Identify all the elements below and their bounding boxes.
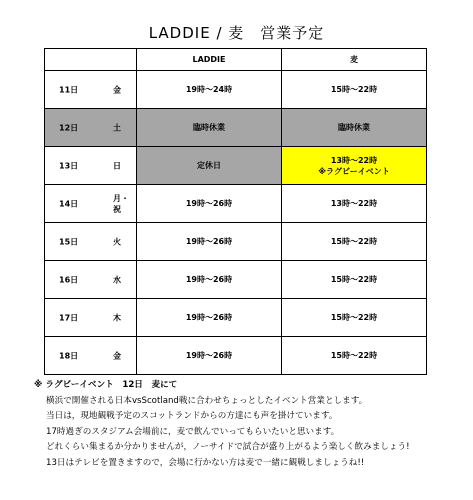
day-label: 18日 [59,351,79,360]
day-cell [45,299,137,337]
laddie-hours: 19時～26時 [137,337,282,375]
weekday-label: 日 [113,161,121,170]
table-row [45,71,427,109]
day-cell [45,223,137,261]
table-row [45,185,427,223]
weekday-label: 土 [113,123,121,132]
day-cell [45,147,137,185]
day-label: 16日 [59,275,79,284]
mugi-hours: 15時～22時 [282,299,427,337]
day-cell [45,185,137,223]
weekday-label: 火 [113,237,121,246]
laddie-hours: 臨時休業 [137,109,282,147]
mugi-hours: 15時～22時 [282,261,427,299]
laddie-hours: 19時～26時 [137,185,282,223]
mugi-hours: 13時～22時 ※ラグビーイベント [282,147,427,185]
laddie-hours: 19時～24時 [137,71,282,109]
weekday-label: 木 [113,313,121,322]
day-label: 13日 [59,161,79,170]
laddie-hours: 19時～26時 [137,223,282,261]
table-header-row [45,49,427,71]
day-cell [45,337,137,375]
schedule-table [44,48,427,375]
table-row [45,109,427,147]
weekday-label: 月・祝 [113,193,129,214]
day-label: 14日 [59,199,79,208]
day-cell [45,109,137,147]
table-row [45,261,427,299]
mugi-hours: 15時～22時 [282,337,427,375]
day-cell [45,261,137,299]
notes-heading: ※ ラグビーイベント 12日 麦にて [34,380,178,390]
notes-line: 横浜で開催される日本vsScotland戦に合わせちょっとしたイベント営業とします。 [46,395,368,406]
mugi-hours: 15時～22時 [282,223,427,261]
day-label: 12日 [59,123,79,132]
mugi-hours: 13時～22時 [282,185,427,223]
mugi-hours: 15時～22時 [282,71,427,109]
table-row [45,223,427,261]
weekday-label: 金 [113,85,121,94]
mugi-hours: 臨時休業 [282,109,427,147]
weekday-label: 水 [113,275,121,284]
table-row [45,147,427,185]
day-label: 11日 [59,85,79,94]
notes-line: どれくらい集まるか分かりませんが，ノーサイドで試合が盛り上がるよう楽しく飲みましょう! [46,442,410,452]
header-laddie: LADDIE [137,49,282,71]
table-row [45,299,427,337]
laddie-hours: 19時～26時 [137,261,282,299]
weekday-label: 金 [113,351,121,360]
header-day [45,49,137,71]
notes-section [34,378,464,471]
day-label: 17日 [59,313,79,322]
day-label: 15日 [59,237,79,246]
page-title: LADDIE / 麦 営業予定 [148,24,325,42]
laddie-hours: 19時～26時 [137,299,282,337]
day-cell [45,71,137,109]
notes-line: 17時過ぎのスタジアム会場前に，麦で飲んでいってもらいたいと思います。 [46,426,340,437]
header-mugi: 麦 [282,49,427,71]
laddie-hours: 定休日 [137,147,282,185]
notes-line: 当日は，現地観戦予定のスコットランドからの方達にも声を掛けています。 [46,411,338,421]
table-row [45,337,427,375]
notes-line: 13日はテレビを置きますので，会場に行かない方は麦で一緒に観戦しましょうね!! [46,457,365,468]
